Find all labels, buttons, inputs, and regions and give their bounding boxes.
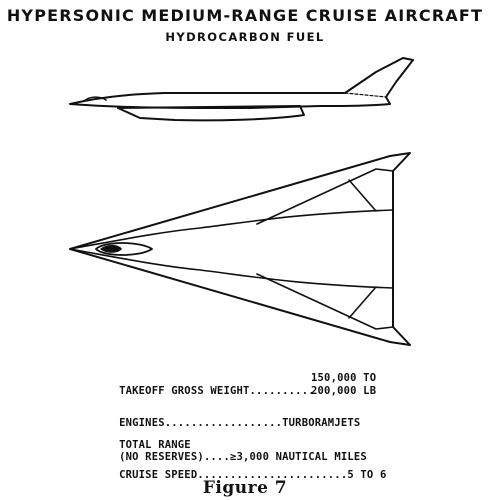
plan-view-elevon-lower [349,287,376,318]
takeoff-weight-value-1: 150,000 TO [311,372,377,384]
plan-view-canopy-shading [100,245,122,253]
takeoff-weight-leader: .......... [249,385,315,397]
plan-view-wing-inner-lower [257,274,393,329]
range-label-2: (NO RESERVES) [119,451,204,463]
figure-subtitle: HYDROCARBON FUEL [165,30,325,44]
cruise-speed-value: 5 TO 6 [347,469,387,481]
takeoff-weight-label: TAKEOFF GROSS WEIGHT [119,385,250,397]
range-value: ≥3,000 NAUTICAL MILES [229,451,367,463]
title-word-1: HYPERSONIC [6,6,135,25]
engines-value: TURBORAMJETS [282,417,361,429]
side-view-fin-root [345,93,386,97]
plan-view [70,153,410,345]
range-label-1: TOTAL RANGE [119,439,191,451]
title-word-3: CRUISE [305,6,379,25]
engines-leader: .................. [164,417,283,429]
cruise-speed-leader: ....................... [197,469,348,481]
side-view-fuselage [70,58,413,108]
cruise-speed-label: CRUISE SPEED [119,469,198,481]
takeoff-weight-value-2: 200,000 LB [311,385,377,397]
title-word-2: MEDIUM-RANGE [141,6,300,25]
title-word-4: AIRCRAFT [384,6,484,25]
figure-caption: Figure 7 [202,478,288,498]
side-view [70,58,413,120]
plan-view-wing-inner-upper [257,169,393,224]
engines-label: ENGINES [119,417,165,429]
range-leader: .... [203,451,230,463]
plan-view-elevon-upper [349,180,376,211]
